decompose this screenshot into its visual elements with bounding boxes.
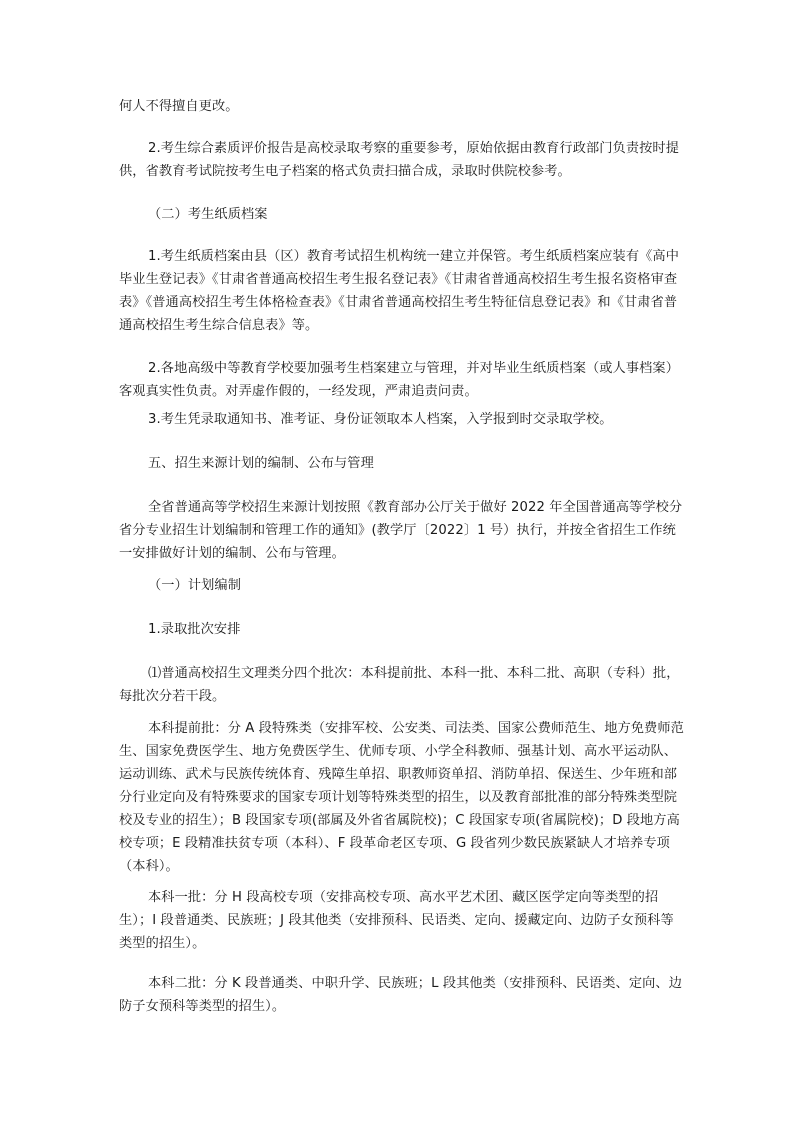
- paragraph-item-2-quality-report: 2.考生综合素质评价报告是高校录取考察的重要参考，原始依据由教育行政部门负责按时提供，省教育考试院按考生电子档案的格式负责扫描合成，录取时供院校参考。: [119, 141, 679, 179]
- paragraph-continuation: 何人不得擅自更改。: [119, 99, 239, 114]
- section-heading-paper-archive: （二）考生纸质档案: [148, 207, 268, 222]
- section-heading-enrollment-plan: 五、招生来源计划的编制、公布与管理: [148, 456, 374, 471]
- paragraph-item-2-archive-management: 2.各地高级中等教育学校要加强考生档案建立与管理，并对毕业生纸质档案（或人事档案）客观真实性负责。对弄虚作假的，一经发现，严肃追责问责。: [119, 361, 679, 399]
- paragraph-plan-overview: 全省普通高等学校招生来源计划按照《教育部办公厅关于做好 2022 年全国普通高等学校分省分专业招生计划编制和管理工作的通知》(教学厅〔2022〕1 号）执行，并按全省招生工作统一安排做好计划的编制、公布与管理。: [119, 500, 683, 561]
- paragraph-first-batch: 本科一批：分 H 段高校专项（安排高校专项、高水平艺术团、藏区医学定向等类型的招生）；I 段普通类、民族班；J 段其他类（安排预科、民语类、定向、援藏定向、边防子女预科等类型的招生）。: [119, 890, 674, 951]
- paragraph-early-batch: 本科提前批：分 A 段特殊类（安排军校、公安类、司法类、国家公费师范生、地方免费师范生、国家免费医学生、地方免费医学生、优师专项、小学全科教师、强基计划、高水平运动队、运动训练、武术与民族传统体育、残障生单招、职教师资单招、消防单招、保送生、少年班和部分行业定向及有特殊要求的国家专项计划等特殊类型的招生，以及教育部批准的部分特殊类型院校及专业的招生）；B 段国家专项(部属及外省省属院校)；C 段国家专项(省属院校)；D 段地方高校专项；E 段精准扶贫专项（本科）、F 段革命老区专项、G 段省列少数民族紧缺人才培养专项（本科）。: [119, 721, 684, 874]
- paragraph-second-batch: 本科二批：分 K 段普通类、中职升学、民族班；L 段其他类（安排预科、民语类、定向、边防子女预科等类型的招生）。: [119, 976, 682, 1014]
- section-heading-plan-compilation: （一）计划编制: [148, 578, 242, 593]
- subheading-batch-arrangement: 1.录取批次安排: [148, 622, 241, 637]
- paragraph-item-3-archive-collection: 3.考生凭录取通知书、准考证、身份证领取本人档案，入学报到时交录取学校。: [148, 412, 613, 427]
- paragraph-item-1-paper-archive: 1.考生纸质档案由县（区）教育考试招生机构统一建立并保管。考生纸质档案应装有《高中毕业生登记表》《甘肃省普通高校招生考生报名登记表》《甘肃省普通高校招生考生报名资格审查表》《普通高校招生考生体格检查表》《甘肃省普通高校招生考生特征信息登记表》和《甘肃省普通高校招生考生综合信息表》等。: [119, 249, 679, 333]
- paragraph-four-batches: ⑴普通高校招生文理类分四个批次：本科提前批、本科一批、本科二批、高职（专科）批，每批次分若干段。: [119, 666, 680, 704]
